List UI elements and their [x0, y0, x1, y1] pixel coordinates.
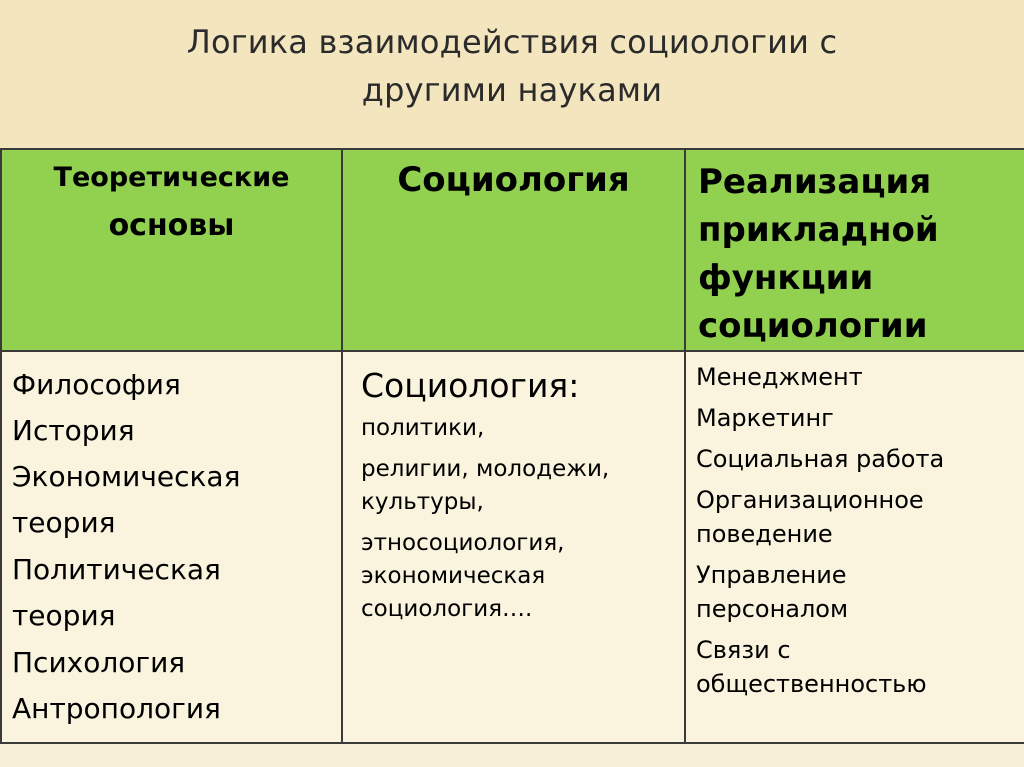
- header-col1-line-1: Теоретические: [53, 162, 290, 193]
- list-item-line: теория: [12, 506, 116, 539]
- list-item-line: экономическая: [361, 563, 546, 589]
- applied-function-cell: [685, 351, 1024, 743]
- list-item: [696, 558, 1024, 626]
- list-item-line: Связи с: [696, 636, 791, 664]
- list-item-line: культуры,: [361, 489, 484, 515]
- header-sociology: [342, 149, 685, 351]
- list-item: [361, 453, 684, 519]
- science-interaction-table: [0, 148, 1024, 744]
- list-item: Антропология: [12, 692, 221, 725]
- header-col3-line-3: функции: [698, 258, 874, 298]
- table-body-row: [1, 351, 1024, 743]
- list-item: Психология: [12, 646, 186, 679]
- list-item-line: этносоциология,: [361, 530, 565, 556]
- applied-function-list: [686, 352, 1024, 701]
- header-col3-line-4: социологии: [698, 306, 928, 346]
- header-col3-line-2: прикладной: [698, 210, 939, 250]
- list-item-line: религии, молодежи,: [361, 456, 610, 482]
- slide-title: [120, 18, 904, 114]
- list-item: политики,: [361, 415, 485, 441]
- header-col1-line-2: основы: [108, 208, 235, 243]
- slide-title-line-1: Логика взаимодействия социологии с: [186, 23, 838, 61]
- list-item: Социальная работа: [696, 445, 945, 473]
- list-item: История: [12, 414, 135, 447]
- list-item-line: теория: [12, 599, 116, 632]
- header-applied-function: [685, 149, 1024, 351]
- list-item-line: Экономическая: [12, 460, 241, 493]
- list-item: [361, 527, 684, 626]
- header-col2: Социология: [397, 160, 630, 200]
- table-header-row: [1, 149, 1024, 351]
- list-item-line: социология….: [361, 596, 533, 622]
- title-area: [0, 0, 1024, 148]
- list-item-line: поведение: [696, 520, 833, 548]
- header-theoretical-foundations: [1, 149, 342, 351]
- list-item: Философия: [12, 368, 181, 401]
- list-item-line: персоналом: [696, 595, 849, 623]
- list-item: [696, 633, 1024, 701]
- list-item: [12, 454, 341, 546]
- theoretical-foundations-cell: [1, 351, 342, 743]
- list-item-line: Управление: [696, 561, 847, 589]
- sociology-branches-list: [351, 406, 684, 626]
- sociology-subheading: Социология:: [361, 366, 580, 405]
- header-col3-line-1: Реализация: [698, 162, 932, 202]
- theoretical-foundations-list: [2, 352, 341, 731]
- sociology-branches-cell: [342, 351, 685, 743]
- list-item-line: Политическая: [12, 553, 221, 586]
- list-item: Маркетинг: [696, 404, 834, 432]
- list-item-line: Организационное: [696, 486, 924, 514]
- slide-title-line-2: другими науками: [361, 71, 663, 109]
- list-item: Менеджмент: [696, 363, 863, 391]
- list-item-line: общественностью: [696, 670, 927, 698]
- list-item: [696, 483, 1024, 551]
- list-item: [12, 547, 341, 639]
